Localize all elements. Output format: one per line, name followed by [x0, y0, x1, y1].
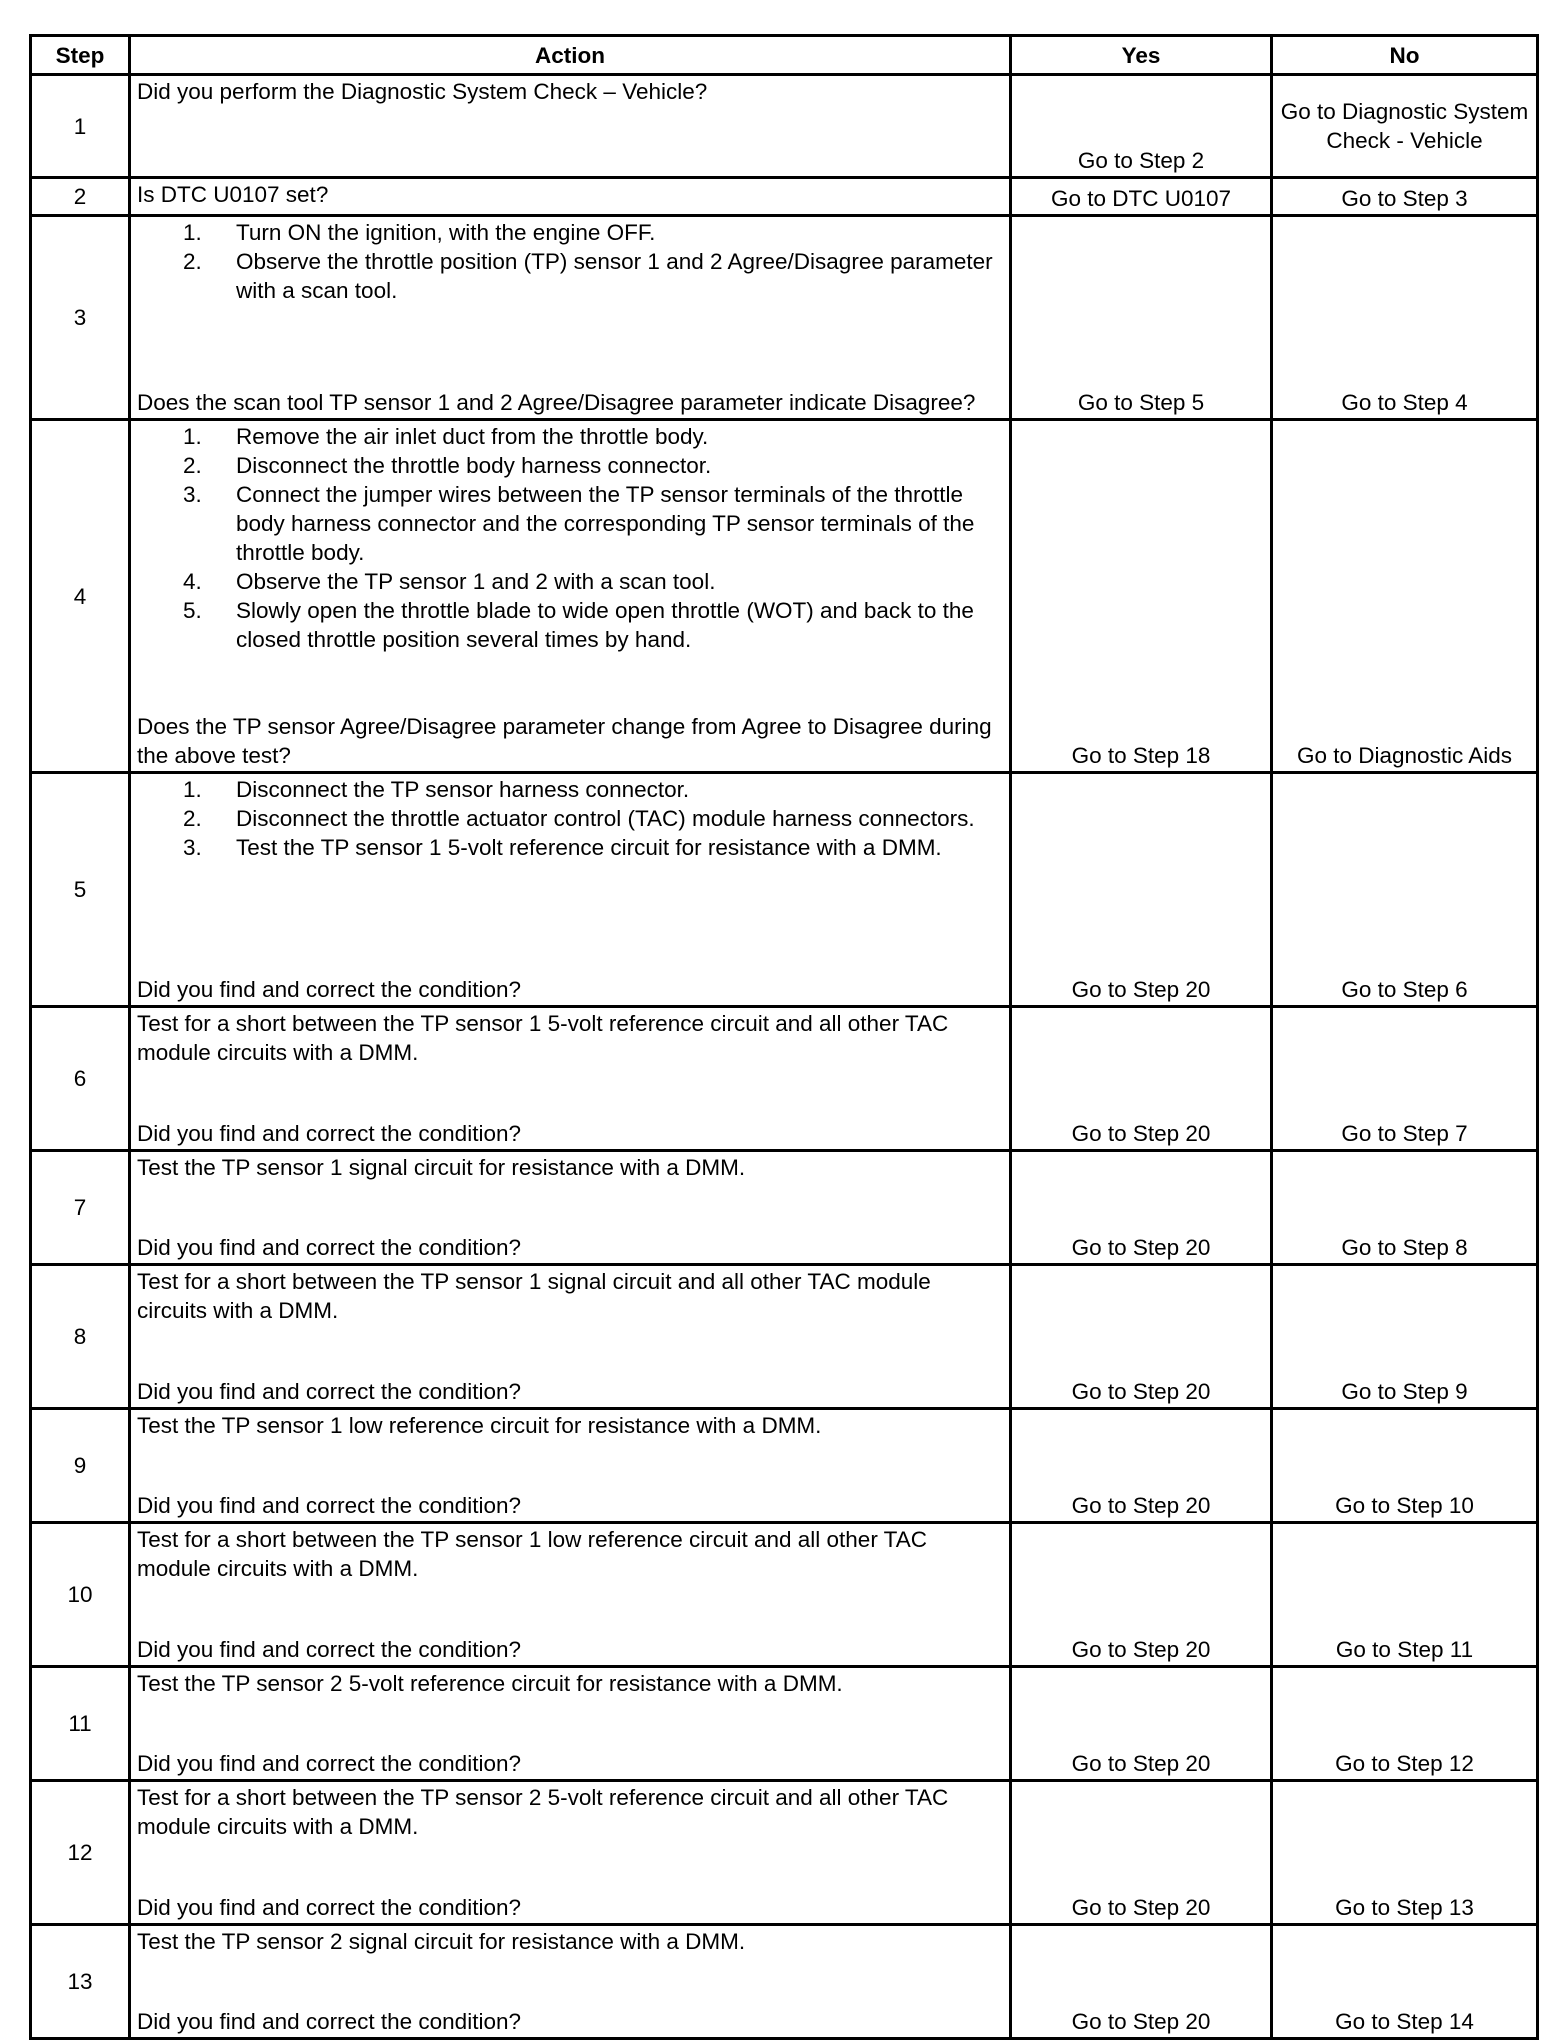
yes-result: Go to Step 20	[1011, 1409, 1272, 1523]
no-result: Go to Step 13	[1272, 1781, 1538, 1925]
action-list	[137, 775, 1001, 862]
action-cell	[130, 420, 1011, 773]
action-question: Did you find and correct the condition?	[137, 2009, 521, 2034]
table-row	[31, 75, 1538, 178]
action-list-item	[137, 804, 1001, 833]
action-list	[137, 218, 1001, 305]
list-text: Disconnect the TP sensor harness connector.	[236, 777, 690, 802]
action-question: Did you find and correct the condition?	[137, 1637, 521, 1662]
yes-result: Go to Step 20	[1011, 1007, 1272, 1151]
action-list-item	[137, 567, 1001, 596]
action-cell	[130, 1409, 1011, 1523]
step-number: 5	[31, 773, 130, 1007]
list-text: Slowly open the throttle blade to wide open throttle (WOT) and back to the closed throttle position several times by hand.	[236, 598, 974, 652]
action-cell	[130, 773, 1011, 1007]
table-row	[31, 420, 1538, 773]
yes-result: Go to Step 20	[1011, 1265, 1272, 1409]
step-number: 6	[31, 1007, 130, 1151]
action-list-item	[137, 596, 1001, 654]
table-row	[31, 773, 1538, 1007]
table-row	[31, 1523, 1538, 1667]
no-result: Go to Step 14	[1272, 1925, 1538, 2039]
action-text: Test the TP sensor 1 signal circuit for resistance with a DMM.	[137, 1155, 746, 1180]
yes-result: Go to Step 5	[1011, 216, 1272, 420]
action-text: Test the TP sensor 2 signal circuit for resistance with a DMM.	[137, 1929, 746, 1954]
diagnostic-table	[29, 34, 1539, 2040]
action-cell	[130, 1007, 1011, 1151]
action-list-item	[137, 833, 1001, 862]
table-row	[31, 1781, 1538, 1925]
list-text: Disconnect the throttle body harness connector.	[236, 453, 712, 478]
action-list	[137, 422, 1001, 654]
yes-result: Go to Step 20	[1011, 773, 1272, 1007]
table-row	[31, 1667, 1538, 1781]
list-text: Remove the air inlet duct from the throttle body.	[236, 424, 709, 449]
list-number: 2.	[183, 806, 202, 831]
no-result: Go to Step 12	[1272, 1667, 1538, 1781]
step-number: 4	[31, 420, 130, 773]
action-cell	[130, 1925, 1011, 2039]
step-number: 12	[31, 1781, 130, 1925]
list-text: Observe the TP sensor 1 and 2 with a scan tool.	[236, 569, 716, 594]
no-result: Go to Step 9	[1272, 1265, 1538, 1409]
action-text: Test the TP sensor 1 low reference circuit for resistance with a DMM.	[137, 1413, 822, 1438]
list-number: 3.	[183, 835, 202, 860]
action-text: Is DTC U0107 set?	[137, 182, 329, 207]
table-row	[31, 1409, 1538, 1523]
list-number: 1.	[183, 777, 202, 802]
action-cell	[130, 1781, 1011, 1925]
step-number: 1	[31, 75, 130, 178]
no-result: Go to Step 6	[1272, 773, 1538, 1007]
no-result: Go to Diagnostic System Check - Vehicle	[1272, 75, 1538, 178]
action-question: Did you find and correct the condition?	[137, 1379, 521, 1404]
header-row	[31, 36, 1538, 75]
table-row	[31, 178, 1538, 216]
action-question: Did you find and correct the condition?	[137, 1235, 521, 1260]
list-number: 4.	[183, 569, 202, 594]
action-text: Test for a short between the TP sensor 1 low reference circuit and all other TAC module circuits with a DMM.	[137, 1527, 927, 1581]
table-row	[31, 216, 1538, 420]
action-list-item	[137, 451, 1001, 480]
yes-result: Go to Step 2	[1011, 75, 1272, 178]
no-result: Go to Step 3	[1272, 178, 1538, 216]
list-text: Connect the jumper wires between the TP sensor terminals of the throttle body harness connector and the corresponding TP sensor terminals of the throttle body.	[236, 482, 975, 565]
step-number: 7	[31, 1151, 130, 1265]
no-result: Go to Step 7	[1272, 1007, 1538, 1151]
list-number: 1.	[183, 424, 202, 449]
yes-result: Go to Step 20	[1011, 1151, 1272, 1265]
list-number: 2.	[183, 453, 202, 478]
action-list-item	[137, 480, 1001, 567]
no-result: Go to Step 4	[1272, 216, 1538, 420]
action-cell	[130, 178, 1011, 216]
table-row	[31, 1151, 1538, 1265]
step-number: 13	[31, 1925, 130, 2039]
header-step: Step	[31, 36, 130, 75]
action-question: Did you find and correct the condition?	[137, 977, 521, 1002]
list-text: Turn ON the ignition, with the engine OFF.	[236, 220, 656, 245]
list-number: 3.	[183, 482, 202, 507]
action-cell	[130, 75, 1011, 178]
header-action: Action	[130, 36, 1011, 75]
action-list-item	[137, 247, 1001, 305]
action-cell	[130, 1667, 1011, 1781]
list-text: Disconnect the throttle actuator control (TAC) module harness connectors.	[236, 806, 975, 831]
table-row	[31, 1007, 1538, 1151]
yes-result: Go to Step 20	[1011, 1925, 1272, 2039]
yes-result: Go to Step 20	[1011, 1523, 1272, 1667]
header-yes: Yes	[1011, 36, 1272, 75]
action-cell	[130, 1523, 1011, 1667]
action-question: Did you find and correct the condition?	[137, 1121, 521, 1146]
action-list-item	[137, 422, 1001, 451]
action-question: Did you find and correct the condition?	[137, 1895, 521, 1920]
action-cell	[130, 1151, 1011, 1265]
action-question: Does the TP sensor Agree/Disagree parameter change from Agree to Disagree during the above test?	[137, 714, 992, 768]
yes-result: Go to DTC U0107	[1011, 178, 1272, 216]
no-result: Go to Diagnostic Aids	[1272, 420, 1538, 773]
no-result: Go to Step 10	[1272, 1409, 1538, 1523]
list-number: 5.	[183, 598, 202, 623]
header-no: No	[1272, 36, 1538, 75]
action-text: Test for a short between the TP sensor 1 5-volt reference circuit and all other TAC module circuits with a DMM.	[137, 1011, 949, 1065]
step-number: 8	[31, 1265, 130, 1409]
list-number: 1.	[183, 220, 202, 245]
step-number: 9	[31, 1409, 130, 1523]
yes-result: Go to Step 18	[1011, 420, 1272, 773]
action-cell	[130, 1265, 1011, 1409]
action-cell	[130, 216, 1011, 420]
action-text: Did you perform the Diagnostic System Check – Vehicle?	[137, 79, 708, 104]
action-question: Did you find and correct the condition?	[137, 1751, 521, 1776]
action-text: Test for a short between the TP sensor 2 5-volt reference circuit and all other TAC module circuits with a DMM.	[137, 1785, 949, 1839]
list-text: Test the TP sensor 1 5-volt reference circuit for resistance with a DMM.	[236, 835, 942, 860]
action-question: Does the scan tool TP sensor 1 and 2 Agree/Disagree parameter indicate Disagree?	[137, 390, 976, 415]
no-result: Go to Step 11	[1272, 1523, 1538, 1667]
table-row	[31, 1925, 1538, 2039]
table-row	[31, 1265, 1538, 1409]
yes-result: Go to Step 20	[1011, 1781, 1272, 1925]
action-text: Test for a short between the TP sensor 1 signal circuit and all other TAC module circuits with a DMM.	[137, 1269, 931, 1323]
action-list-item	[137, 775, 1001, 804]
step-number: 3	[31, 216, 130, 420]
no-result: Go to Step 8	[1272, 1151, 1538, 1265]
yes-result: Go to Step 20	[1011, 1667, 1272, 1781]
step-number: 11	[31, 1667, 130, 1781]
list-text: Observe the throttle position (TP) sensor 1 and 2 Agree/Disagree parameter with a scan tool.	[236, 249, 993, 303]
action-list-item	[137, 218, 1001, 247]
action-question: Did you find and correct the condition?	[137, 1493, 521, 1518]
table-body	[31, 75, 1538, 2039]
step-number: 10	[31, 1523, 130, 1667]
action-text: Test the TP sensor 2 5-volt reference circuit for resistance with a DMM.	[137, 1671, 843, 1696]
step-number: 2	[31, 178, 130, 216]
list-number: 2.	[183, 249, 202, 274]
